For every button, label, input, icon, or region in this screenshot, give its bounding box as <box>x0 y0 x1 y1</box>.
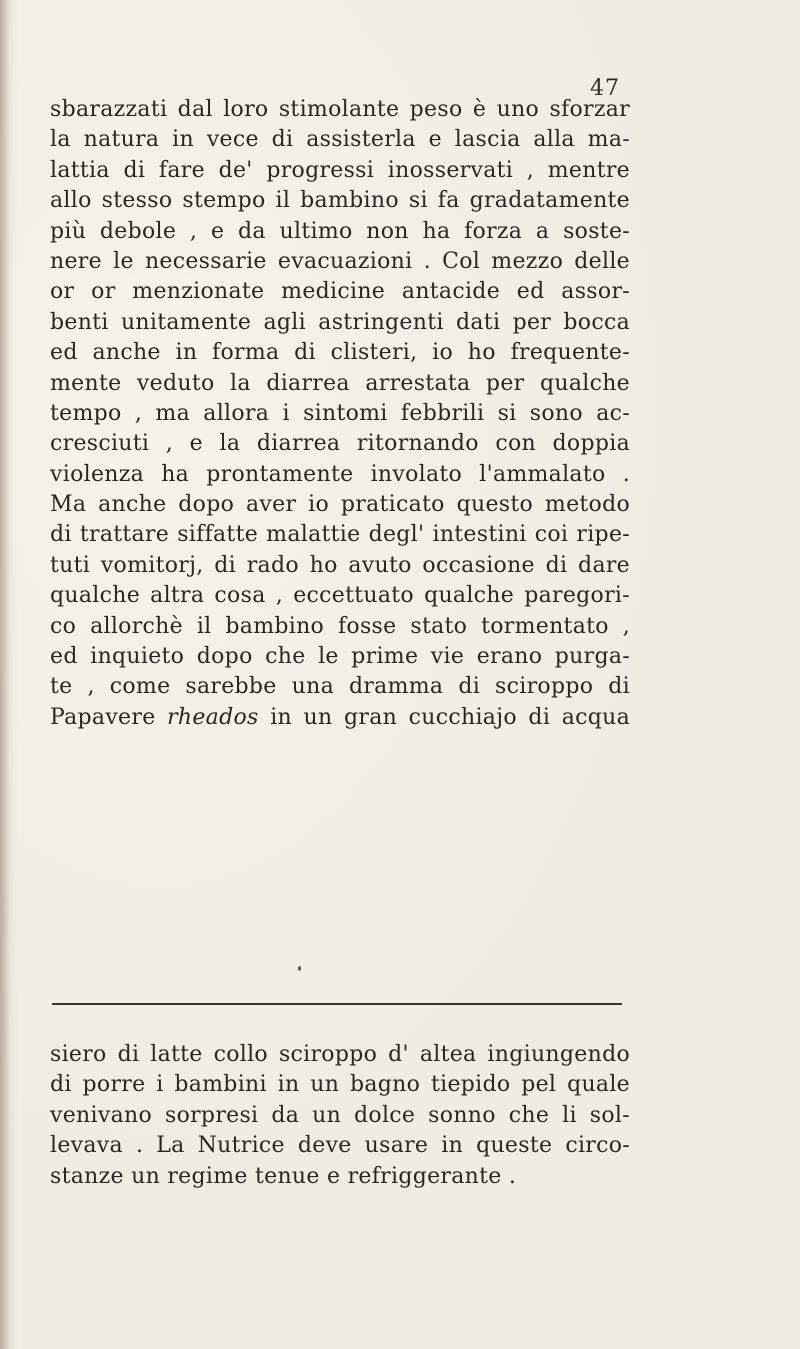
text-line: venivano sorpresi da un dolce sonno che li sol- <box>50 1102 630 1128</box>
text-line: violenza ha prontamente involato l'ammalato . <box>50 461 630 487</box>
text-line-last <box>50 703 630 733</box>
italic-term: rheados <box>167 704 259 730</box>
text-line: Ma anche dopo aver io praticato questo metodo <box>50 492 630 518</box>
continuation-text-block <box>50 1040 630 1192</box>
text-line: ed anche in forma di clisteri, io ho frequente- <box>50 340 630 366</box>
text-line: lattia di fare de' progressi inosservati , mentre <box>50 157 630 183</box>
text-line: allo stesso stempo il bambino si fa gradatamente <box>50 188 630 214</box>
text-line: te , come sarebbe una dramma di sciroppo di <box>50 674 630 700</box>
text-line: nere le necessarie evacuazioni . Col mezzo delle <box>50 248 630 274</box>
main-text-block <box>50 95 630 733</box>
text-line-last: stanze un regime tenue e refriggerante . <box>50 1163 517 1189</box>
text-line: cresciuti , e la diarrea ritornando con doppia <box>50 431 630 457</box>
text-line: di porre i bambini in un bagno tiepido pel quale <box>50 1072 630 1098</box>
text-segment: Papavere <box>50 704 156 730</box>
footnote-divider-rule <box>52 1003 622 1005</box>
text-line: ed inquieto dopo che le prime vie erano purga- <box>50 644 630 670</box>
text-line: mente veduto la diarrea arrestata per qualche <box>50 370 630 396</box>
page-gutter-shadow <box>0 0 10 1349</box>
text-line: più debole , e da ultimo non ha forza a soste- <box>50 218 630 244</box>
text-line: or or menzionate medicine antacide ed assor- <box>50 279 630 305</box>
text-line: siero di latte collo sciroppo d' altea ingiungendo <box>50 1042 630 1067</box>
ink-speck <box>298 966 301 971</box>
text-line: tempo , ma allora i sintomi febbrili si sono ac- <box>50 400 630 426</box>
text-line: benti unitamente agli astringenti dati per bocca <box>50 309 630 335</box>
text-line: di trattare siffatte malattie degl' intestini coi ripe- <box>50 522 630 548</box>
text-line: la natura in vece di assisterla e lascia alla ma- <box>50 127 630 153</box>
text-line: sbarazzati dal loro stimolante peso è uno sforzar <box>50 97 630 122</box>
text-line: tuti vomitorj, di rado ho avuto occasione di dare <box>50 552 630 578</box>
page-number: 47 <box>590 76 620 101</box>
text-segment: in un gran cucchiajo di acqua <box>270 704 631 730</box>
text-line: qualche altra cosa , eccettuato qualche paregori- <box>50 583 630 609</box>
text-line: levava . La Nutrice deve usare in queste circo- <box>50 1133 630 1159</box>
text-line: co allorchè il bambino fosse stato tormentato , <box>50 613 630 639</box>
